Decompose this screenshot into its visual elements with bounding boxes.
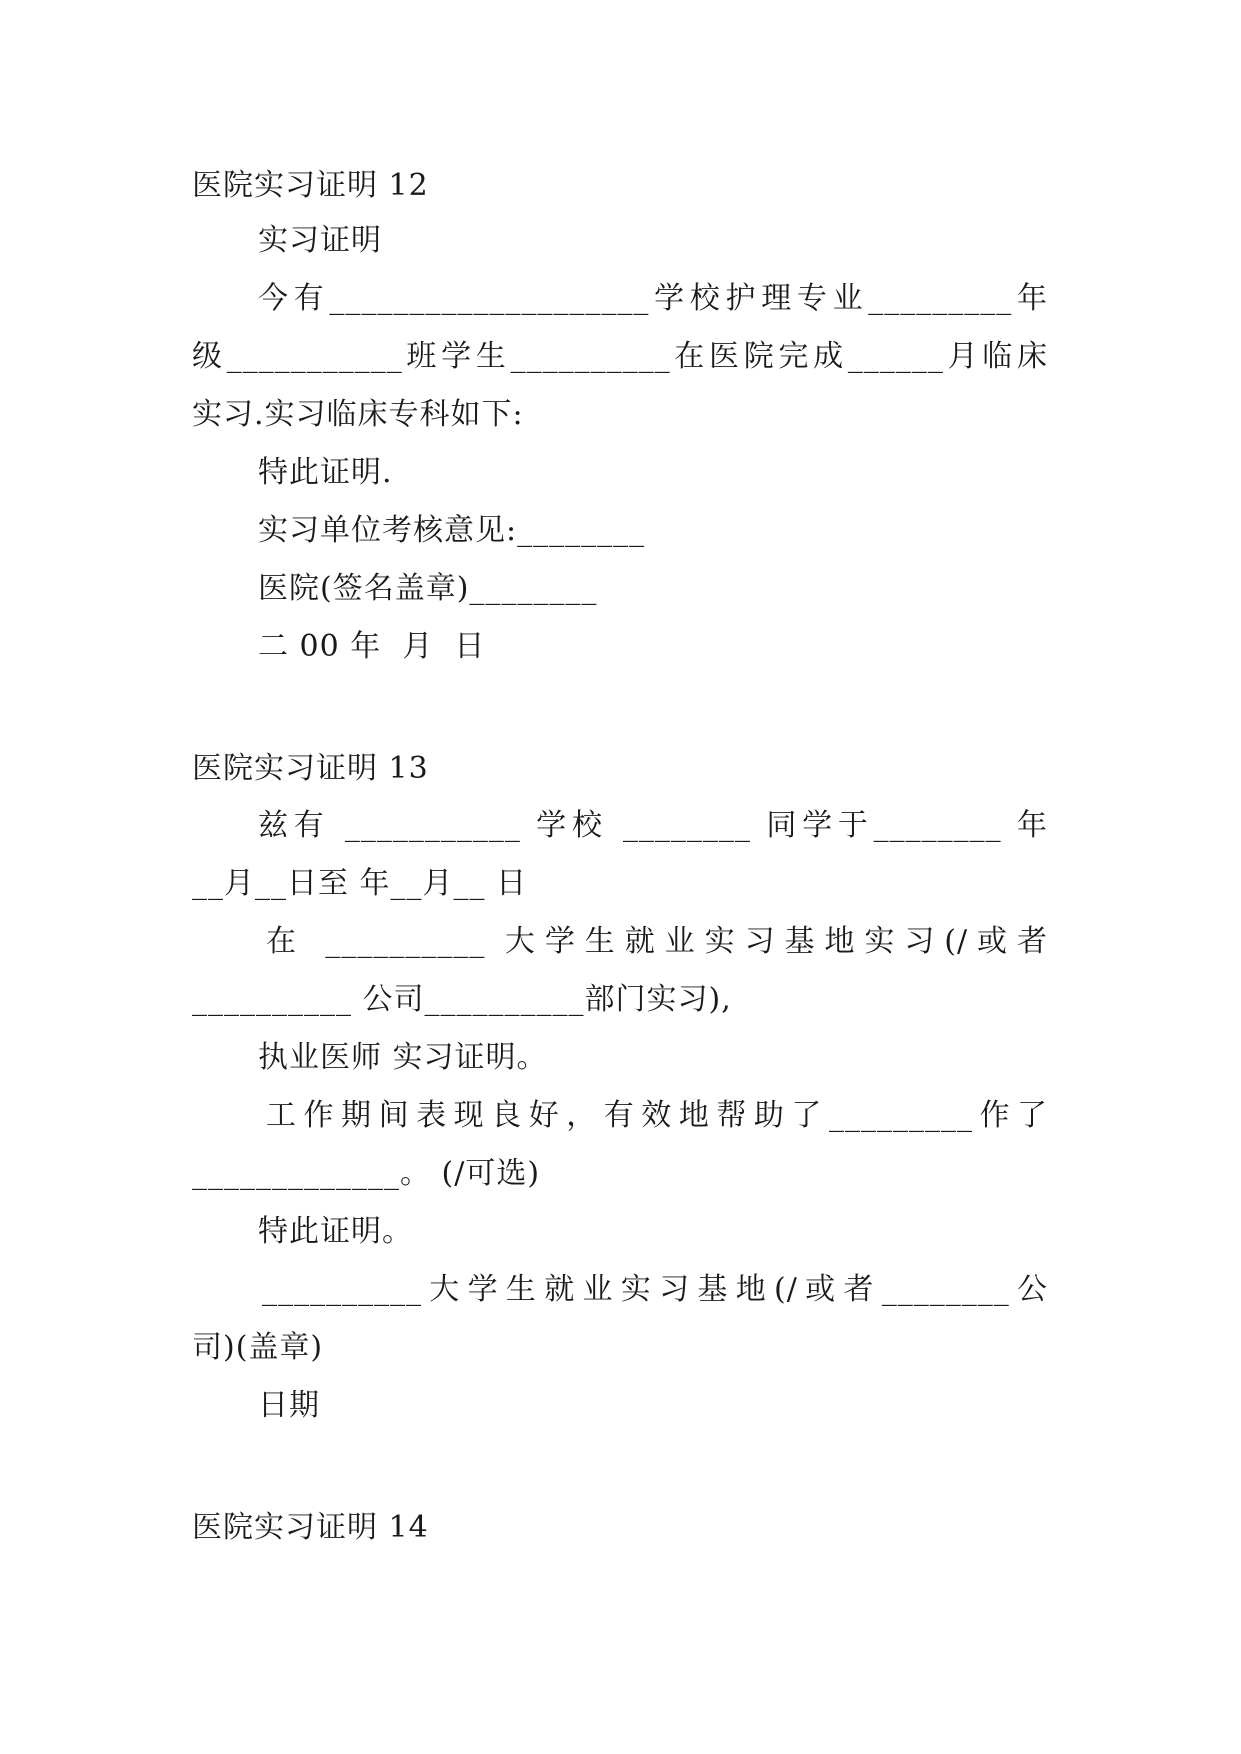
date-line: 二 00 年 月 日 — [258, 629, 486, 664]
paragraph-line: 在 __________ 大学生就业实习基地实习(/或者 — [266, 924, 1048, 959]
signature-line: 医院(签名盖章)________ — [258, 571, 598, 606]
paragraph-line: 执业医师 实习证明。 — [258, 1040, 548, 1075]
paragraph-line: _____________。 (/可选) — [192, 1156, 541, 1191]
closing-line: 特此证明。 — [258, 1214, 413, 1249]
paragraph-line: 实习.实习临床专科如下: — [192, 397, 524, 432]
paragraph-line: 工作期间表现良好，有效地帮助了_________作了 — [266, 1098, 1048, 1133]
section-heading-14: 医院实习证明 14 — [192, 1510, 429, 1545]
paragraph-line: 兹有 ___________ 学校 ________ 同学于________ 年 — [258, 808, 1048, 843]
doc-title: 实习证明 — [258, 223, 382, 258]
closing-line: 特此证明. — [258, 455, 393, 490]
section-heading-12: 医院实习证明 12 — [192, 168, 429, 203]
paragraph-line: 级___________班学生__________在医院完成______月临床 — [192, 339, 1048, 374]
stamp-line: __________大学生就业实习基地(/或者________公 — [262, 1272, 1048, 1307]
date-line: 日期 — [258, 1388, 320, 1423]
paragraph-line: __月__日至 年__月__ 日 — [192, 866, 528, 901]
paragraph-line: 今有____________________学校护理专业_________年 — [258, 281, 1048, 316]
section-heading-13: 医院实习证明 13 — [192, 751, 429, 786]
paragraph-line: __________ 公司__________部门实习), — [192, 982, 732, 1017]
stamp-line: 司)(盖章) — [192, 1330, 324, 1365]
assessment-line: 实习单位考核意见:________ — [258, 513, 646, 548]
